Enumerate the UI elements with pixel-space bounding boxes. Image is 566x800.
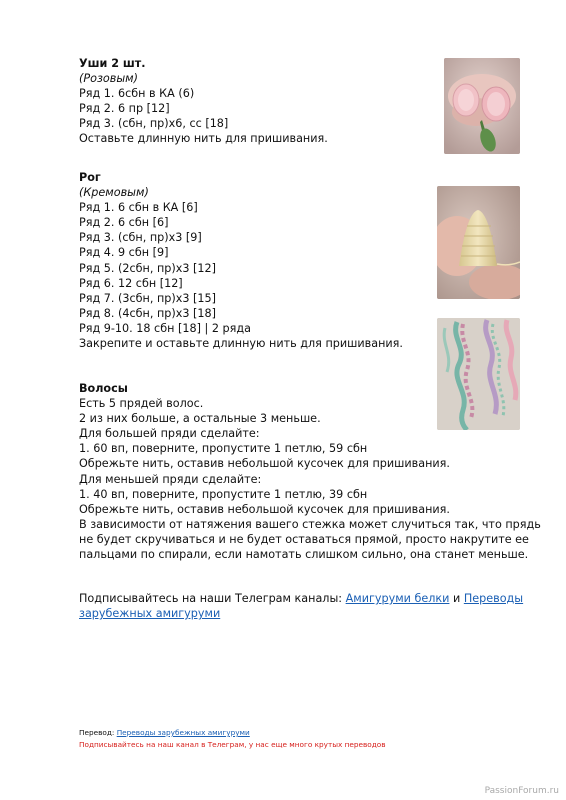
horn-color: (Кремовым) [79, 186, 149, 200]
hair-photo [437, 318, 520, 430]
horn-row: Ряд 2. 6 сбн [6] [79, 216, 169, 230]
subscribe-prefix: Подписывайтесь на наши Телеграм каналы: [79, 592, 346, 605]
ears-photo [444, 58, 520, 154]
horn-row: Ряд 7. (3сбн, пр)х3 [15] [79, 291, 216, 305]
channel-link-squirrels[interactable]: Амигуруми белки [345, 592, 450, 605]
horn-row: Ряд 8. (4сбн, пр)х3 [18] [79, 306, 216, 320]
hair-line: не будет скручиваться и не будет оставаться прямой, просто накрутите ее [79, 532, 529, 546]
hair-line: 1. 40 вп, поверните, пропустите 1 петлю, 39 сбн [79, 487, 368, 501]
channel-link-translations[interactable]: Переводы зарубежных амигуруми [79, 592, 524, 621]
ears-row: Ряд 3. (сбн, пр)х6, сс [18] [79, 117, 229, 131]
hair-line: 1. 60 вп, поверните, пропустите 1 петлю, 59 сбн [79, 442, 368, 456]
horn-row: Ряд 6. 12 сбн [12] [79, 276, 183, 290]
ears-color: (Розовым) [79, 72, 138, 86]
hair-line: Есть 5 прядей волос. [79, 397, 204, 411]
footer-promo: Подписывайтесь на наш канал в Телеграм, у нас еще много крутых переводов [79, 740, 386, 749]
horn-row: Закрепите и оставьте длинную нить для пришивания. [79, 337, 403, 351]
horn-photo [437, 186, 520, 299]
hair-line: 2 из них больше, а остальные 3 меньше. [79, 412, 321, 426]
horn-title: Рог [79, 171, 101, 184]
hair-photo-image [437, 318, 520, 430]
ears-row: Ряд 1. 6сбн в КА (6) [79, 87, 195, 101]
subscribe-text [79, 591, 524, 621]
hair-line: Для меньшей пряди сделайте: [79, 472, 262, 486]
horn-row: Ряд 3. (сбн, пр)х3 [9] [79, 231, 202, 245]
ears-title: Уши 2 шт. [79, 57, 146, 70]
footer-translation-link[interactable]: Переводы зарубежных амигуруми [116, 728, 250, 737]
watermark: PassionForum.ru [484, 786, 559, 796]
hair-line: В зависимости от натяжения вашего стежка может случиться так, что прядь [79, 517, 541, 531]
hair-line: пальцами по спирали, если намотать слишком сильно, она станет меньше. [79, 548, 529, 562]
horn-row: Ряд 9-10. 18 сбн [18] | 2 ряда [79, 321, 251, 335]
ears-photo-image [444, 58, 520, 154]
horn-row: Ряд 4. 9 сбн [9] [79, 246, 169, 260]
footer-translation-prefix: Перевод: [79, 728, 117, 737]
hair-title: Волосы [79, 382, 128, 395]
footer-translation-line [79, 727, 499, 739]
ears-row: Ряд 2. 6 пр [12] [79, 102, 170, 116]
horn-row: Ряд 5. (2сбн, пр)х3 [12] [79, 261, 216, 275]
subscribe-paragraph [79, 591, 524, 621]
horn-photo-image [437, 186, 520, 299]
footer [79, 727, 499, 751]
ears-row: Оставьте длинную нить для пришивания. [79, 132, 328, 146]
subscribe-middle: и [449, 592, 464, 605]
hair-line: Обрежьте нить, оставив небольшой кусочек для пришивания. [79, 457, 450, 471]
hair-line: Для большей пряди сделайте: [79, 427, 260, 441]
horn-row: Ряд 1. 6 сбн в КА [6] [79, 201, 198, 215]
hair-line: Обрежьте нить, оставив небольшой кусочек для пришивания. [79, 502, 450, 516]
